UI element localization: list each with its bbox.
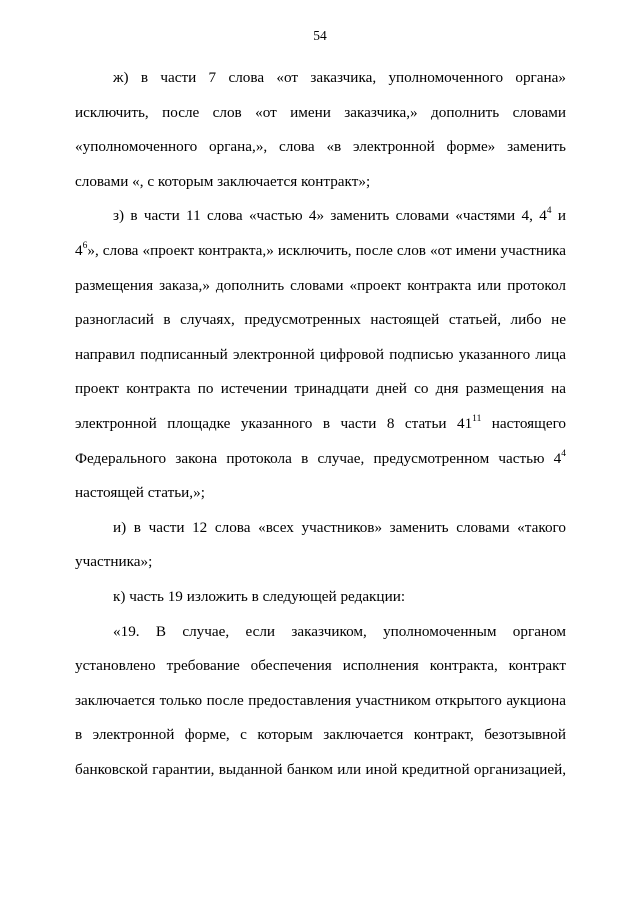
text-line: ж) в части 7 слова «от заказчика, уполномоченного органа» xyxy=(113,69,566,86)
text-line: «уполномоченного органа,», слова «в электронной форме» заменить xyxy=(75,138,566,156)
text-line: к) часть 19 изложить в следующей редакции: xyxy=(113,587,406,605)
text-line: исключить, после слов «от имени заказчика,» дополнить словами xyxy=(75,103,566,121)
text-line: проект контракта по истечении тринадцати дней со дня размещения на xyxy=(75,380,566,398)
page-number: 54 xyxy=(313,28,327,43)
text-fragment: », слова «проект контракта,» исключить, после слов «от имени участника xyxy=(87,241,566,259)
text-fragment: и xyxy=(551,207,566,225)
text-line xyxy=(75,234,566,269)
text-line: размещения заказа,» дополнить словами «проект контракта или протокол xyxy=(75,276,566,294)
text-line: и) в части 12 слова «всех участников» заменить словами «такого xyxy=(113,518,566,536)
superscript: 4 xyxy=(546,206,552,217)
text-fragment: Федерального закона протокола в случае, предусмотренном частью 4 xyxy=(75,449,562,467)
text-line: направил подписанный электронной цифровой подписью указанного лица xyxy=(75,345,566,363)
text-line: «19. В случае, если заказчиком, уполномоченным органом xyxy=(113,622,566,640)
text-line: настоящей статьи,»; xyxy=(75,484,205,502)
text-fragment: з) в части 11 слова «частью 4» заменить словами «частями 4, 4 xyxy=(113,207,547,225)
paragraph-i xyxy=(75,511,566,580)
paragraph-zh xyxy=(75,61,566,199)
superscript: 6 xyxy=(82,240,88,251)
text-line: участника»; xyxy=(75,553,153,571)
paragraph-k xyxy=(75,580,566,615)
text-line: банковской гарантии, выданной банком или иной кредитной организацией, xyxy=(75,760,566,778)
paragraph-19 xyxy=(75,615,566,788)
text-line: разногласий в случаях, предусмотренных настоящей статьей, либо не xyxy=(75,311,566,329)
text-line xyxy=(75,407,566,442)
text-line xyxy=(75,199,566,234)
text-fragment: электронной площадке указанного в части 8 статьи 41 xyxy=(75,414,473,432)
text-line xyxy=(75,442,566,477)
superscript: 4 xyxy=(561,448,566,459)
text-fragment: настоящего xyxy=(481,414,567,432)
superscript: 11 xyxy=(472,413,482,424)
text-line: заключается только после предоставления участником открытого аукциона xyxy=(75,691,566,709)
text-fragment: 4 xyxy=(75,241,83,259)
text-line: словами «, с которым заключается контракт»; xyxy=(75,172,371,190)
document-body xyxy=(75,61,566,787)
text-line: в электронной форме, с которым заключается контракт, безотзывной xyxy=(75,726,566,744)
text-line: установлено требование обеспечения исполнения контракта, контракт xyxy=(75,657,566,675)
paragraph-z xyxy=(75,199,566,510)
